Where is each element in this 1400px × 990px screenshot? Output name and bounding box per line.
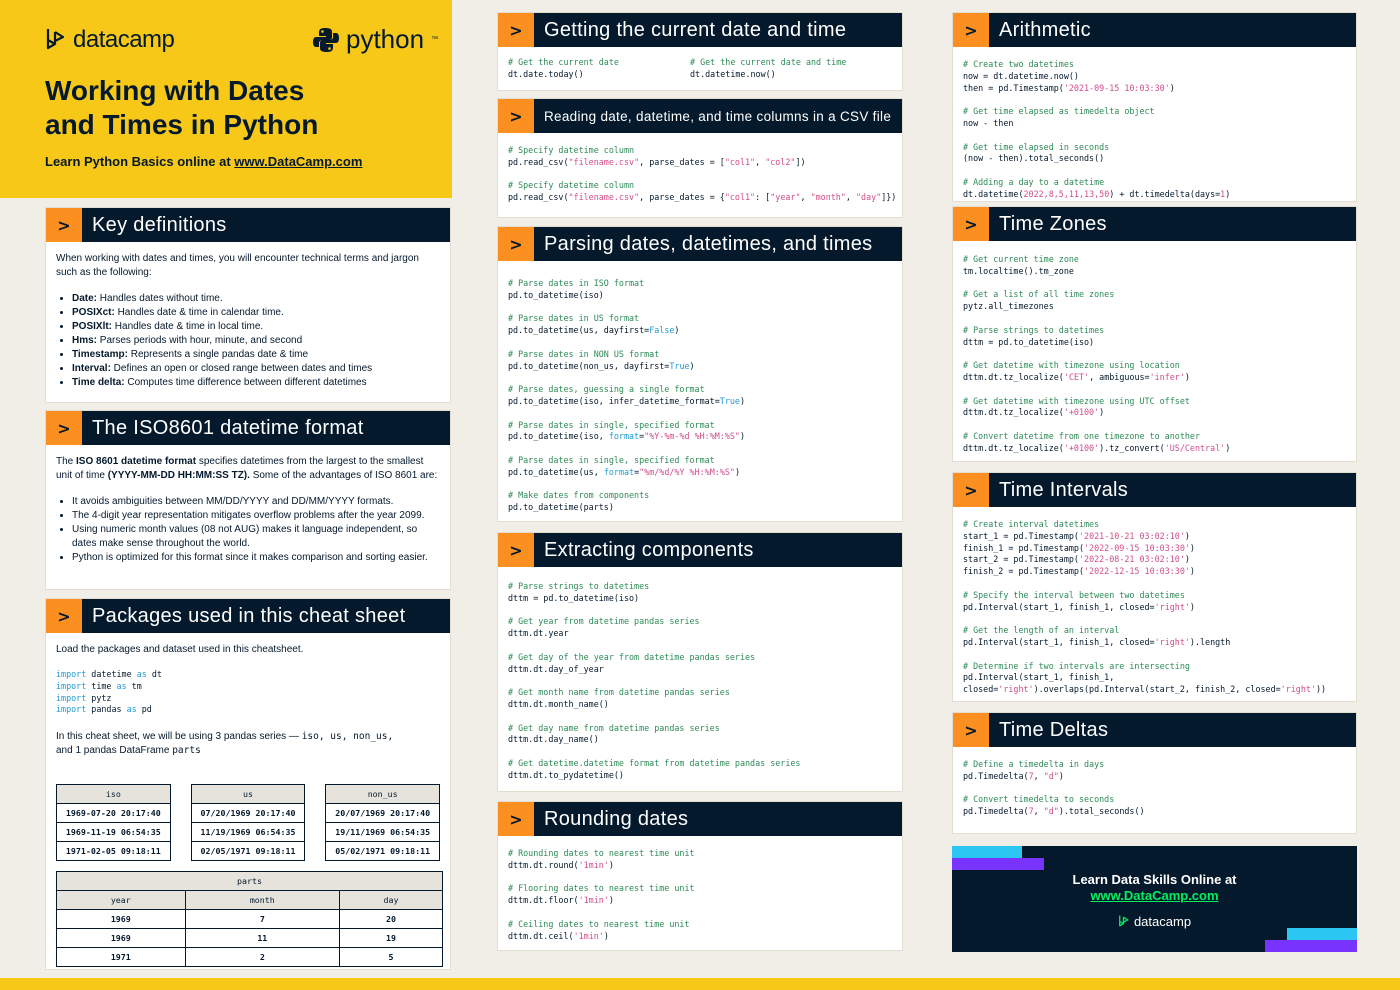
chevron-right-icon: > (46, 411, 82, 445)
code-block: # Get the current date dt.date.today() (508, 57, 619, 79)
section-header (498, 99, 902, 133)
section-title: Getting the current date and time (544, 18, 847, 41)
chevron-right-icon: > (498, 533, 534, 567)
rounding-card (497, 801, 903, 951)
section-title: Arithmetic (999, 18, 1091, 41)
chevron-right-icon: > (953, 13, 989, 47)
section-body: # Create interval datetimes start_1 = pd.Timestamp('2021-10-21 03:02:10') finish_1 = pd.Timestamp('2022-09-15 10:03:30') start_2 = pd.Timestamp('2022-08-21 03:02:10') finish_2 = pd.Timestamp('2022-12-15 10:03:30') # Specify the interval between two datetimes pd.Interval(start_1, finish_1, closed='right') # Get the length of an interval pd.Interval(start_1, finish_1, closed='right').length # Determine if two intervals are intersecting pd.Interval(start_1, finish_1, closed='right').overlaps(pd.Interval(start_2, finish_2, closed='right')) (963, 519, 1327, 695)
definition-list (56, 292, 440, 390)
python-wordmark: python (346, 24, 425, 54)
packages-card (45, 598, 451, 970)
promo-banner (952, 846, 1357, 952)
section-title: Packages used in this cheat sheet (92, 604, 406, 627)
code-line: import pandas as pd (56, 704, 152, 715)
section-body (46, 445, 450, 575)
chevron-right-icon: > (498, 13, 534, 47)
intro-text: Load the packages and dataset used in this cheatsheet. (56, 644, 304, 655)
series-text: In this cheat sheet, we will be using 3 pandas series — iso, us, non_us, and 1 pandas DataFrame parts (56, 731, 394, 757)
decor-stripe (952, 846, 1022, 858)
python-logo-icon (312, 26, 340, 54)
promo-link[interactable]: www.DataCamp.com (1090, 888, 1219, 903)
datacamp-wordmark: datacamp (73, 26, 175, 53)
section-header (953, 207, 1356, 241)
list-item: • Interval: Defines an open or closed range between dates and times (72, 362, 440, 376)
parsing-card (497, 226, 903, 522)
list-item: • Timestamp: Represents a single pandas date & time (72, 348, 440, 362)
section-body: # Rounding dates to nearest time unit dttm.dt.round('1min') # Flooring dates to nearest time unit dttm.dt.floor('1min') # Ceiling dates to nearest time unit dttm.dt.ceil('1min') (508, 848, 695, 941)
code-line: import pytz (56, 692, 112, 703)
promo-heading: Learn Data Skills Online at (1072, 872, 1237, 887)
chevron-right-icon: > (498, 802, 534, 836)
section-header (498, 227, 902, 261)
code-line: import time as tm (56, 680, 142, 691)
datacamp-logo (45, 26, 174, 54)
section-body (46, 633, 450, 977)
section-title: Reading date, datetime, and time columns in a CSV file (544, 108, 892, 124)
learn-tagline (45, 154, 362, 169)
section-header (953, 473, 1356, 507)
csv-card (497, 98, 903, 218)
section-header (498, 533, 902, 567)
chevron-right-icon: > (498, 227, 534, 261)
section-body: # Define a timedelta in days pd.Timedelta(7, "d") # Convert timedelta to seconds pd.Timedelta(7, "d").total_seconds() (963, 759, 1145, 817)
intro-text: When working with dates and times, you will encounter technical terms and jargon such as the following: (56, 253, 419, 278)
section-body: # Get current time zone tm.localtime().tm_zone # Get a list of all time zones pytz.all_timezones # Parse strings to datetimes dttm = pd.to_datetime(iso) # Get datetime with timezone using location dttm.dt.tz_localize('CET', ambiguous='infer') # Get datetime with timezone using UTC offset dttm.dt.tz_localize('+0100') # Convert datetime from one timezone to another dttm.dt.tz_localize('+0100').tz_convert('US/Central') (963, 254, 1231, 453)
section-header (46, 208, 450, 242)
section-title: Time Deltas (999, 718, 1109, 741)
page-title (45, 74, 425, 142)
section-title: Time Zones (999, 212, 1107, 235)
section-title: Parsing dates, datetimes, and times (544, 232, 873, 255)
timezones-card (952, 206, 1357, 462)
list-item: • Date: Handles dates without time. (72, 292, 440, 306)
section-body: # Specify datetime column pd.read_csv("filename.csv", parse_dates = ["col1", "col2"]) # Specify datetime column pd.read_csv("filename.csv", parse_dates = {"col1": ["year", "month", "day"]}) (508, 145, 897, 203)
bottom-accent-bar (0, 978, 1400, 990)
iso-description: The ISO 8601 datetime format specifies datetimes from the largest to the smallest unit of time (YYYY-MM-DD HH:MM:SS TZ). Some of the advantages of ISO 8601 are: (56, 456, 438, 481)
datacamp-link[interactable]: www.DataCamp.com (234, 154, 363, 169)
section-header (46, 411, 450, 445)
section-body: # Parse dates in ISO format pd.to_datetime(iso) # Parse dates in US format pd.to_datetime(us, dayfirst=False) # Parse dates in NON US format pd.to_datetime(non_us, dayfirst=True) # Parse dates, guessing a single format pd.to_datetime(iso, infer_datetime_format=True) # Parse dates in single, specified format pd.to_datetime(iso, format="%Y-%m-%d %H:%M:%S") # Parse dates in single, specified format pd.to_datetime(us, format="%m/%d/%Y %H:%M:%S") # Make dates from components pd.to_datetime(parts) (508, 278, 746, 513)
hero-banner (0, 0, 452, 198)
list-item: • Hms: Parses periods with hour, minute, and second (72, 334, 440, 348)
extracting-card (497, 532, 903, 792)
chevron-right-icon: > (953, 713, 989, 747)
chevron-right-icon: > (46, 599, 82, 633)
decor-stripe (952, 858, 1044, 870)
chevron-right-icon: > (46, 208, 82, 242)
advantages-list (56, 495, 440, 565)
us-table: us 07/20/1969 20:17:40 11/19/1969 06:54:35 02/05/1971 09:18:11 (191, 784, 306, 861)
section-header (953, 13, 1356, 47)
intervals-card (952, 472, 1357, 702)
list-item: • It avoids ambiguities between MM/DD/YYYY and DD/MM/YYYY formats. (72, 495, 440, 509)
iso8601-card (45, 410, 451, 590)
section-body (46, 242, 450, 400)
datacamp-logo-icon (1118, 914, 1130, 929)
chevron-right-icon: > (953, 207, 989, 241)
list-item: • Time delta: Computes time difference between different datetimes (72, 376, 440, 390)
section-header (498, 13, 902, 47)
section-body: # Parse strings to datetimes dttm = pd.to_datetime(iso) # Get year from datetime pandas series dttm.dt.year # Get day of the year from datetime pandas series dttm.dt.day_of_year # Get month name from datetime pandas series dttm.dt.month_name() # Get day name from datetime pandas series dttm.dt.day_name() # Get datetime.datetime format from datetime pandas series dttm.dt.to_pydatetime() (508, 581, 801, 780)
section-header (953, 713, 1356, 747)
list-item: • Using numeric month values (08 not AUG) makes it language independent, so dates make sense throughout the world. (72, 523, 440, 551)
list-item: • The 4-digit year representation mitigates overflow problems after the year 2099. (72, 509, 440, 523)
title-line-2: and Times in Python (45, 109, 319, 140)
code-block: # Get the current date and time dt.datetime.now() (690, 57, 847, 79)
section-title: The ISO8601 datetime format (92, 416, 364, 439)
imports-code (56, 669, 440, 716)
section-body (498, 47, 902, 91)
section-header (498, 802, 902, 836)
arithmetic-card (952, 12, 1357, 202)
iso-table: iso 1969-07-20 20:17:40 1969-11-19 06:54:35 1971-02-05 09:18:11 (56, 784, 171, 861)
section-title: Time Intervals (999, 478, 1129, 501)
parts-table: parts year month day 1969 7 20 1969 11 19 1971 2 5 (56, 871, 443, 967)
section-title: Extracting components (544, 538, 754, 561)
section-title: Key definitions (92, 213, 227, 236)
current-datetime-card (497, 12, 903, 91)
datacamp-wordmark: datacamp (1133, 914, 1192, 929)
title-line-1: Working with Dates (45, 75, 305, 106)
section-title: Rounding dates (544, 807, 689, 830)
chevron-right-icon: > (953, 473, 989, 507)
learn-prefix: Learn Python Basics online at (45, 154, 235, 169)
code-line: import datetime as dt (56, 669, 162, 679)
key-definitions-card (45, 207, 451, 403)
datacamp-logo-icon (45, 26, 67, 54)
list-item: • POSIXlt: Handles date & time in local time. (72, 320, 440, 334)
section-header (46, 599, 450, 633)
decor-stripe (1265, 940, 1357, 952)
promo-logo (952, 914, 1357, 929)
list-item: • POSIXct: Handles date & time in calendar time. (72, 306, 440, 320)
non-us-table: non_us 20/07/1969 20:17:40 19/11/1969 06:54:35 05/02/1971 09:18:11 (325, 784, 440, 861)
python-logo: python ™ (312, 24, 438, 55)
section-body: # Create two datetimes now = dt.datetime.now() then = pd.Timestamp('2021-09-15 10:03:30') # Get time elapsed as timedelta object now - then # Get time elapsed in seconds (now - then).total_seconds() # Adding a day to a datetime dt.datetime(2022,8,5,11,13,50) + dt.timedelta(days=1) (963, 59, 1231, 199)
chevron-right-icon: > (498, 99, 534, 133)
decor-stripe (1287, 928, 1357, 940)
series-tables (56, 784, 440, 861)
list-item: • Python is optimized for this format since it makes comparison and sorting easier. (72, 551, 440, 565)
deltas-card (952, 712, 1357, 834)
